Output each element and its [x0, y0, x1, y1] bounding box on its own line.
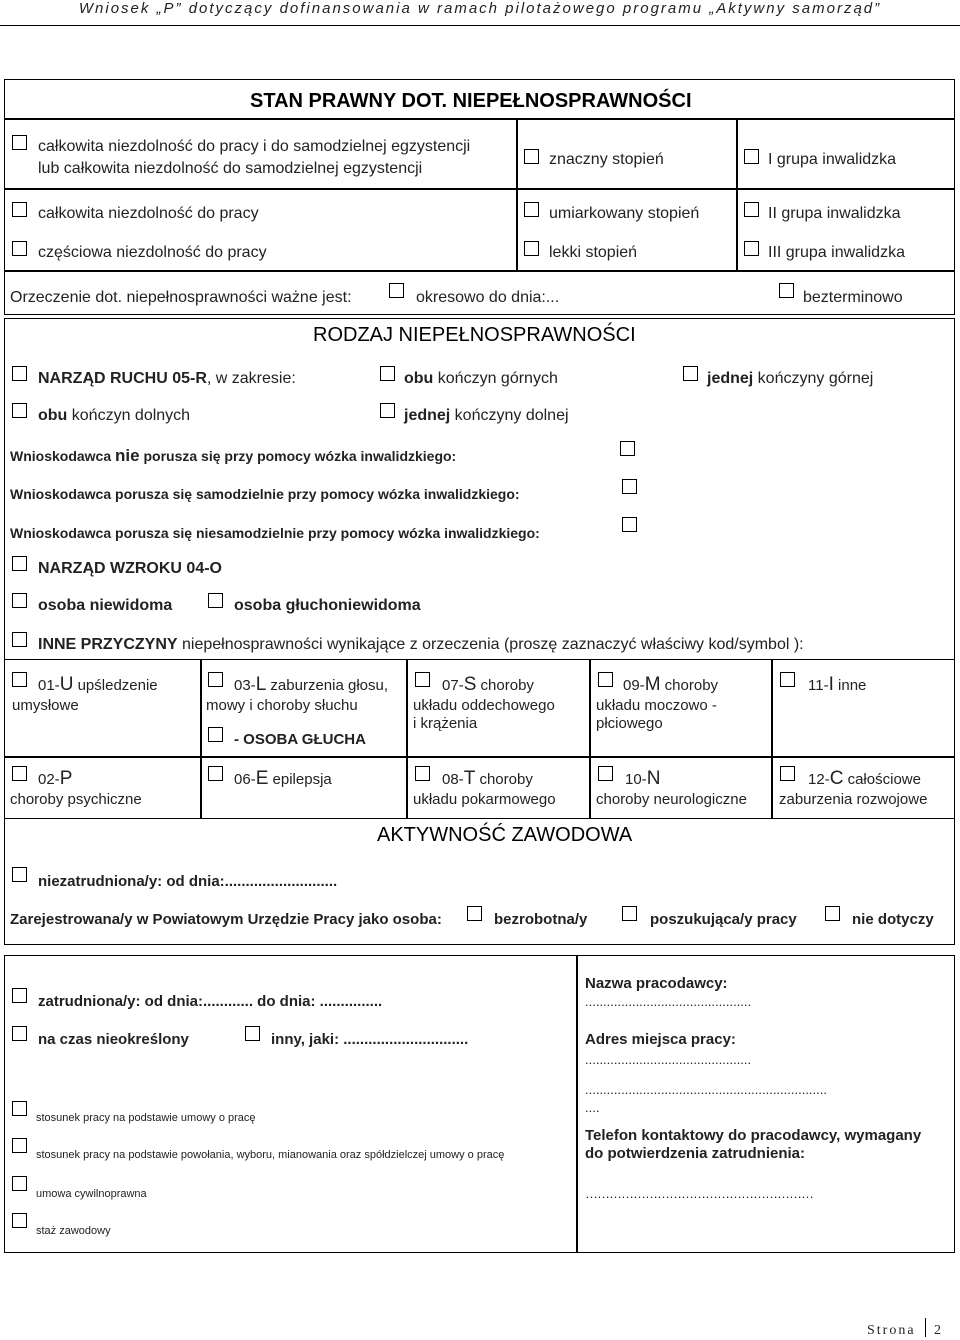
label-code-07-s-2: układu oddechowego: [413, 697, 555, 714]
checkbox-periodic[interactable]: [389, 283, 404, 298]
label-blind: osoba niewidoma: [38, 597, 173, 614]
checkbox-wheelchair-dependent[interactable]: [622, 517, 637, 532]
checkbox-both-upper-limbs[interactable]: [380, 366, 395, 381]
checkbox-moderate-degree[interactable]: [524, 202, 539, 217]
label-unemployed: niezatrudniona/y: od dnia:...........................: [38, 873, 338, 890]
legal-status-heading: STAN PRAWNY DOT. NIEPEŁNOSPRAWNOŚCI: [250, 90, 692, 112]
checkbox-other-causes[interactable]: [12, 632, 27, 647]
label-code-11-i: 11-I inne: [808, 674, 867, 695]
label-one-upper-limb: jednej kończyny górnej: [707, 370, 874, 387]
label-validity: Orzeczenie dot. niepełnosprawności ważne jest:: [10, 289, 352, 306]
checkbox-blind[interactable]: [12, 593, 27, 608]
label-moderate-degree: umiarkowany stopień: [549, 205, 700, 222]
label-other-term: inny, jaki: ..............................: [271, 1031, 469, 1048]
label-employer-phone: Telefon kontaktowy do pracodawcy, wymagany: [585, 1127, 922, 1144]
label-employer-name: Nazwa pracodawcy:: [585, 975, 728, 992]
employer-name-field[interactable]: ..............................................: [585, 994, 752, 1009]
label-significant-degree: znaczny stopień: [549, 151, 664, 168]
label-code-01-u: 01-U upśledzenie: [38, 674, 158, 695]
checkbox-one-lower-limb[interactable]: [380, 403, 395, 418]
label-light-degree: lekki stopień: [549, 244, 638, 261]
checkbox-unemployed[interactable]: [12, 867, 27, 882]
checkbox-movement-organ[interactable]: [12, 366, 27, 381]
checkbox-appointment-contract[interactable]: [12, 1138, 27, 1153]
checkbox-not-applicable[interactable]: [825, 906, 840, 921]
checkbox-total-incapacity-work[interactable]: [12, 202, 27, 217]
disability-type-heading: RODZAJ NIEPEŁNOSPRAWNOŚCI: [313, 324, 636, 346]
label-indefinite: na czas nieokreślony: [38, 1031, 189, 1048]
label-civil-contract: umowa cywilnoprawna: [36, 1188, 147, 1200]
label-code-07-s: 07-S choroby: [442, 674, 534, 695]
label-code-03-l-2: mowy i choroby słuchu: [206, 697, 358, 714]
label-code-07-s-3: i krążenia: [413, 715, 478, 732]
label-permanent: bezterminowo: [803, 289, 903, 306]
label-employment-contract: stosunek pracy na podstawie umowy o pracę: [36, 1112, 256, 1124]
checkbox-code-07-s[interactable]: [415, 672, 430, 687]
label-code-12-c: 12-C całościowe: [808, 768, 921, 789]
checkbox-job-seeking[interactable]: [622, 906, 637, 921]
label-employer-phone-2: do potwierdzenia zatrudnienia:: [585, 1145, 806, 1162]
checkbox-code-01-u[interactable]: [12, 672, 27, 687]
label-group-2: II grupa inwalidzka: [768, 205, 901, 222]
label-one-lower-limb: jednej kończyny dolnej: [404, 407, 569, 424]
checkbox-code-03-l[interactable]: [208, 672, 223, 687]
label-employed: zatrudniona/y: od dnia:............ do dnia: ...............: [38, 993, 383, 1010]
checkbox-group-2[interactable]: [744, 202, 759, 217]
checkbox-internship[interactable]: [12, 1213, 27, 1228]
checkbox-significant-degree[interactable]: [524, 149, 539, 164]
document-header: Wniosek „P” dotyczący dofinansowania w ramach pilotażowego programu „Aktywny samorząd”: [78, 0, 882, 17]
label-code-09-m: 09-M choroby: [623, 674, 719, 695]
label-total-incapacity-work: całkowita niezdolność do pracy: [38, 205, 259, 222]
checkbox-group-3[interactable]: [744, 241, 759, 256]
page-number: 2: [934, 1323, 941, 1338]
label-code-01-u-2: umysłowe: [12, 697, 79, 714]
checkbox-permanent[interactable]: [779, 283, 794, 298]
checkbox-deaf-person[interactable]: [208, 727, 223, 742]
label-movement-organ: NARZĄD RUCHU 05-R, w zakresie:: [38, 370, 296, 387]
label-wheelchair-dependent: Wnioskodawca porusza się niesamodzielnie przy pomocy wózka inwalidzkiego:: [10, 525, 540, 541]
label-total-incapacity-2: lub całkowita niezdolność do samodzielnej egzystencji: [38, 160, 423, 177]
label-partial-incapacity: częściowa niezdolność do pracy: [38, 244, 267, 261]
checkbox-employment-contract[interactable]: [12, 1101, 27, 1116]
checkbox-indefinite[interactable]: [12, 1026, 27, 1041]
header-rule: [0, 25, 960, 26]
label-no-wheelchair: Wnioskodawca nie porusza się przy pomocy wózka inwalidzkiego:: [10, 446, 457, 465]
label-code-08-t-2: układu pokarmowego: [413, 791, 556, 808]
address-field-3[interactable]: ....: [585, 1100, 600, 1115]
label-other-causes: INNE PRZYCZYNY niepełnosprawności wynikające z orzeczenia (proszę zaznaczyć właściwy kod/symbol ):: [38, 636, 804, 653]
checkbox-both-lower-limbs[interactable]: [12, 403, 27, 418]
label-periodic: okresowo do dnia:...: [416, 289, 560, 306]
checkbox-code-12-c[interactable]: [780, 766, 795, 781]
label-code-03-l: 03-L zaburzenia głosu,: [234, 674, 389, 695]
checkbox-code-06-e[interactable]: [208, 766, 223, 781]
label-not-applicable: nie dotyczy: [852, 911, 934, 928]
label-appointment-contract: stosunek pracy na podstawie powołania, wyboru, mianowania oraz spółdzielczej umowy o pracę: [36, 1149, 505, 1161]
checkbox-code-10-n[interactable]: [598, 766, 613, 781]
checkbox-civil-contract[interactable]: [12, 1176, 27, 1191]
label-code-08-n-2: choroby neurologiczne: [596, 791, 747, 808]
checkbox-code-02-p[interactable]: [12, 766, 27, 781]
label-code-12-c-2: zaburzenia rozwojowe: [779, 791, 928, 808]
label-both-lower-limbs: obu kończyn dolnych: [38, 407, 191, 424]
checkbox-wheelchair-independent[interactable]: [622, 479, 637, 494]
work-activity-heading: AKTYWNOŚĆ ZAWODOWA: [377, 824, 633, 846]
checkbox-jobless[interactable]: [467, 906, 482, 921]
checkbox-other-term[interactable]: [245, 1026, 260, 1041]
checkbox-total-incapacity-independent[interactable]: [12, 135, 27, 150]
label-code-02-p-2: choroby psychiczne: [10, 791, 142, 808]
label-wheelchair-independent: Wnioskodawca porusza się samodzielnie przy pomocy wózka inwalidzkiego:: [10, 486, 520, 502]
page-label: Strona: [867, 1323, 916, 1338]
label-deaf-person: - OSOBA GŁUCHA: [234, 731, 366, 748]
label-vision-organ: NARZĄD WZROKU 04-O: [38, 560, 222, 577]
checkbox-partial-incapacity[interactable]: [12, 241, 27, 256]
label-group-1: I grupa inwalidzka: [768, 151, 897, 168]
checkbox-code-08-t[interactable]: [415, 766, 430, 781]
checkbox-no-wheelchair[interactable]: [620, 441, 635, 456]
label-registered: Zarejestrowana/y w Powiatowym Urzędzie Pracy jako osoba:: [10, 911, 442, 928]
label-group-3: III grupa inwalidzka: [768, 244, 905, 261]
label-code-09-m-2: układu moczowo -: [596, 697, 717, 714]
address-field-1[interactable]: ..............................................: [585, 1052, 752, 1067]
checkbox-light-degree[interactable]: [524, 241, 539, 256]
label-workplace-address: Adres miejsca pracy:: [585, 1031, 736, 1048]
label-internship: staż zawodowy: [36, 1225, 111, 1237]
label-code-06-e: 06-E epilepsja: [234, 768, 332, 789]
checkbox-vision-organ[interactable]: [12, 556, 27, 571]
checkbox-group-1[interactable]: [744, 149, 759, 164]
label-deafblind: osoba głuchoniewidoma: [234, 597, 421, 614]
checkbox-one-upper-limb[interactable]: [683, 366, 698, 381]
label-jobless: bezrobotna/y: [494, 911, 588, 928]
checkbox-code-11-i[interactable]: [780, 672, 795, 687]
checkbox-employed[interactable]: [12, 988, 27, 1003]
checkbox-code-09-m[interactable]: [598, 672, 613, 687]
label-total-incapacity: całkowita niezdolność do pracy i do samodzielnej egzystencji: [38, 138, 471, 155]
label-code-10-n: 10-N: [625, 768, 661, 789]
employer-phone-field[interactable]: …………………………………………………: [585, 1186, 813, 1201]
label-both-upper-limbs: obu kończyn górnych: [404, 370, 558, 387]
label-code-02-p: 02-P: [38, 768, 73, 789]
label-job-seeking: poszukująca/y pracy: [650, 911, 797, 928]
label-code-08-t: 08-T choroby: [442, 768, 533, 789]
checkbox-deafblind[interactable]: [208, 593, 223, 608]
address-field-2[interactable]: ...................................................................: [585, 1082, 827, 1097]
legal-status-box: [4, 79, 955, 315]
label-code-09-m-3: płciowego: [596, 715, 663, 732]
